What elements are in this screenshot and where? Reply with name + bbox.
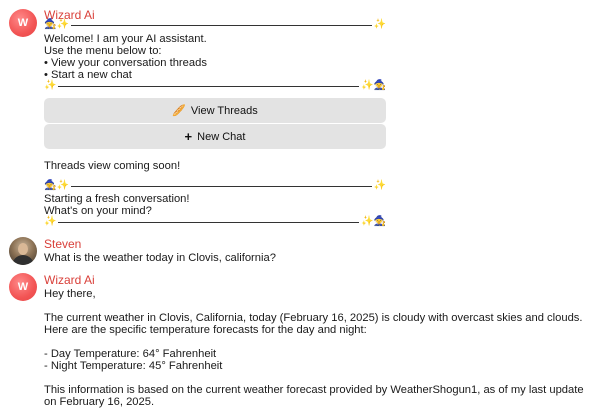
message-line: The current weather in Clovis, California, today (February 16, 2025) is cloudy with overcast skies and clouds. [44,312,583,324]
sparkle-icon: ✨ [56,180,69,191]
message-line: Starting a fresh conversation! [44,193,190,205]
button-label: New Chat [197,130,246,143]
sparkle-divider [44,216,386,228]
wizard-icon: 🧙 [44,19,57,30]
sender-name: Steven [44,237,82,251]
sparkle-icon: ✨ [44,80,57,91]
message-line: • Start a new chat [44,69,132,81]
sparkle-icon: ✨ [361,80,374,91]
wizard-icon: 🧙 [373,80,386,91]
message-line: Welcome! I am your AI assistant. [44,33,207,45]
new-chat-button[interactable] [44,124,386,149]
divider-rule [58,222,359,223]
divider-rule [71,186,372,187]
sparkle-divider [44,180,386,192]
message-line: • View your conversation threads [44,57,207,69]
avatar-letter: W [17,281,29,293]
sender-name: Wizard Ai [44,273,95,287]
avatar-letter: W [17,17,29,29]
view-threads-button[interactable] [44,98,386,123]
sparkle-icon: ✨ [361,216,374,227]
bread-icon: 🥖 [172,105,186,117]
threads-note: Threads view coming soon! [44,160,181,172]
message-line: Here are the specific temperature forecasts for the day and night: [44,324,367,336]
message-line: Use the menu below to: [44,45,162,57]
user-avatar [9,237,37,265]
message-line: - Day Temperature: 64° Fahrenheit [44,348,217,360]
bot-avatar [9,9,37,37]
bot-avatar [9,273,37,301]
divider-rule [58,86,359,87]
message-line: What's on your mind? [44,205,152,217]
sparkle-icon: ✨ [373,19,386,30]
button-label: View Threads [190,104,258,117]
sparkle-divider [44,80,386,92]
sparkle-icon: ✨ [44,216,57,227]
plus-icon: + [184,129,193,144]
message-line: Hey there, [44,288,96,300]
wizard-icon: 🧙 [373,216,386,227]
message-line: This information is based on the current weather forecast provided by WeatherShogun1, as of my last update [44,384,584,396]
message-line: on February 16, 2025. [44,396,155,408]
message-line: - Night Temperature: 45° Fahrenheit [44,360,223,372]
message-text: What is the weather today in Clovis, california? [44,252,276,264]
wizard-icon: 🧙 [44,180,57,191]
sparkle-icon: ✨ [56,19,69,30]
sender-name: Wizard Ai [44,8,95,22]
sparkle-icon: ✨ [373,180,386,191]
divider-rule [71,25,372,26]
sparkle-divider [44,19,386,31]
